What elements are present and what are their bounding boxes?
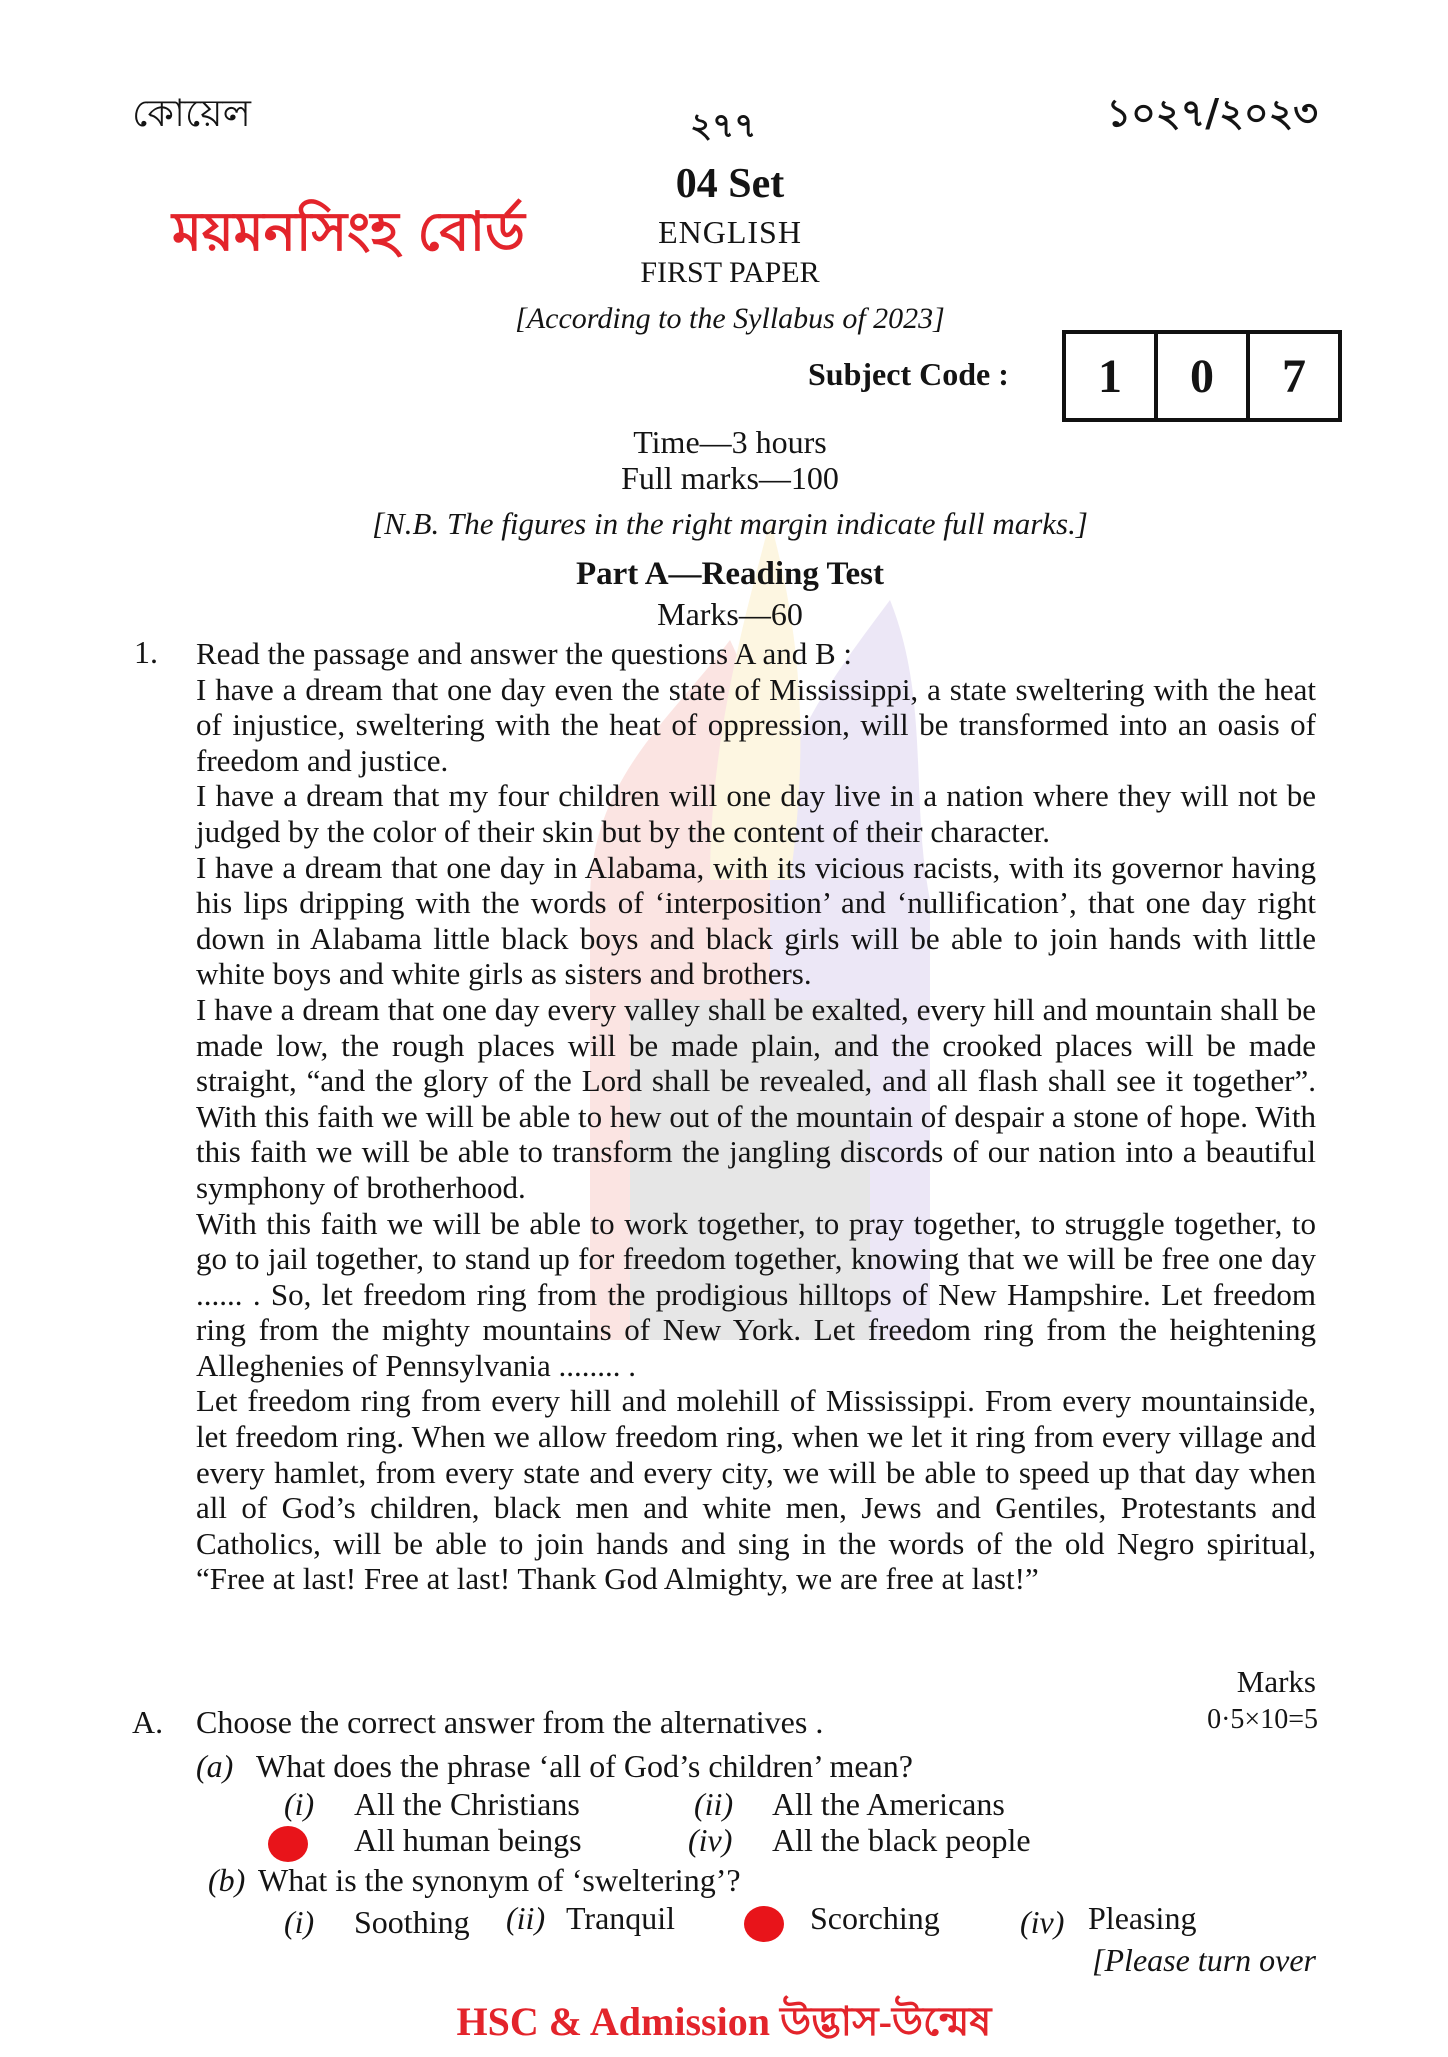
- header-right-label: ১০২৭/২০২৩: [1106, 91, 1318, 135]
- reading-passage: [196, 636, 1316, 1597]
- question-number: 1.: [134, 634, 158, 670]
- header-left-label: কোয়েল: [132, 91, 251, 135]
- question-text: What does the phrase ‘all of God’s children’ mean?: [256, 1748, 913, 1784]
- question-instruction: Read the passage and answer the questions A and B :: [196, 636, 853, 671]
- option-text: All human beings: [354, 1822, 582, 1858]
- option-number: (i): [284, 1786, 315, 1822]
- option-text: All the Christians: [354, 1786, 580, 1822]
- passage-paragraph: I have a dream that one day every valley shall be exalted, every hill and mountain shall be made low, the rough places will be made plain, and the crooked places will be made straight, “and the glory of the Lord shall be revealed, and all flash shall see it together”. With this faith we will be able to hew out of the mountain of despair a stone of hope. With this faith we will be able to transform the jangling discords of our nation into a beautiful symphony of brotherhood.: [196, 991, 1316, 1205]
- exam-paper: FIRST PAPER: [640, 256, 820, 289]
- question-label: (b): [208, 1862, 246, 1898]
- subject-code-digit: 7: [1282, 349, 1306, 403]
- passage-paragraph: With this faith we will be able to work together, to pray together, to struggle together, to go to jail together, to stand up for freedom together, knowing that we will be free one day ...... . So, let freedom ring from the prodigious hilltops of New Hampshire. Let freedom ring from the mighty mountains of New York. Let freedom ring from the heightening Alleghenies of Pennsylvania ........ .: [196, 1205, 1316, 1383]
- passage-paragraph: I have a dream that one day even the state of Mississippi, a state sweltering with the heat of injustice, sweltering with the heat of oppression, will be transformed into an oasis of freedom and justice.: [196, 671, 1316, 778]
- exam-note: [N.B. The figures in the right margin indicate full marks.]: [372, 506, 1088, 541]
- footer-brand: HSC & Admission উদ্ভাস-উন্মেষ: [456, 1999, 992, 2044]
- option-number: (ii): [506, 1900, 546, 1936]
- option-text: All the Americans: [772, 1786, 1005, 1822]
- option-text: Soothing: [354, 1904, 470, 1940]
- part-marks: Marks—60: [657, 596, 803, 632]
- marks-label: Marks: [1236, 1664, 1316, 1699]
- answer-mark-icon: [268, 1826, 308, 1862]
- section-a-label: A.: [132, 1704, 164, 1740]
- passage-paragraph: I have a dream that my four children will one day live in a nation where they will not be judged by the color of their skin but by the content of their character.: [196, 778, 1316, 849]
- exam-subject: ENGLISH: [658, 214, 802, 250]
- turn-over-note: [Please turn over: [1092, 1942, 1316, 1978]
- page-number: ২৭৭: [690, 106, 757, 146]
- part-title: Part A—Reading Test: [575, 556, 885, 592]
- option-number: (iv): [688, 1822, 733, 1858]
- option-text: Scorching: [810, 1900, 940, 1936]
- subject-code-digit: 1: [1066, 334, 1158, 418]
- answer-mark-icon: [744, 1906, 784, 1942]
- section-a-marks: 0·5×10=5: [1207, 1704, 1318, 1735]
- question-text: What is the synonym of ‘sweltering’?: [258, 1862, 741, 1898]
- subject-code-box: [1062, 330, 1342, 422]
- option-text: Tranquil: [566, 1900, 676, 1936]
- section-a-instruction: Choose the correct answer from the alternatives .: [196, 1704, 824, 1740]
- exam-full-marks: Full marks—100: [621, 460, 839, 496]
- subject-code-label: Subject Code :: [808, 356, 1009, 392]
- passage-paragraph: I have a dream that one day in Alabama, with its vicious racists, with its governor having his lips dripping with the words of ‘interposition’ and ‘nullification’, that one day right down in Alabama little black boys and black girls will be able to join hands with little white boys and white girls as sisters and brothers.: [196, 849, 1316, 992]
- option-text: All the black people: [772, 1822, 1031, 1858]
- board-name: ময়মনসিংহ বোর্ড: [172, 200, 525, 263]
- exam-time: Time—3 hours: [633, 424, 827, 460]
- exam-set: 04 Set: [675, 161, 785, 207]
- subject-code-digit: 0: [1158, 334, 1250, 418]
- option-number: (i): [284, 1904, 315, 1940]
- option-number: (ii): [694, 1786, 734, 1822]
- option-number: (iv): [1020, 1904, 1065, 1940]
- option-text: Pleasing: [1088, 1900, 1197, 1936]
- exam-syllabus: [According to the Syllabus of 2023]: [515, 302, 945, 335]
- question-label: (a): [196, 1748, 234, 1784]
- passage-paragraph: Let freedom ring from every hill and molehill of Mississippi. From every mountainside, let freedom ring. When we allow freedom ring, when we let it ring from every village and every hamlet, from every state and every city, we will be able to speed up that day when all of God’s children, black men and white men, Jews and Gentiles, Protestants and Catholics, will be able to join hands and sing in the words of the old Negro spiritual, “Free at last! Free at last! Thank God Almighty, we are free at last!”: [196, 1383, 1316, 1597]
